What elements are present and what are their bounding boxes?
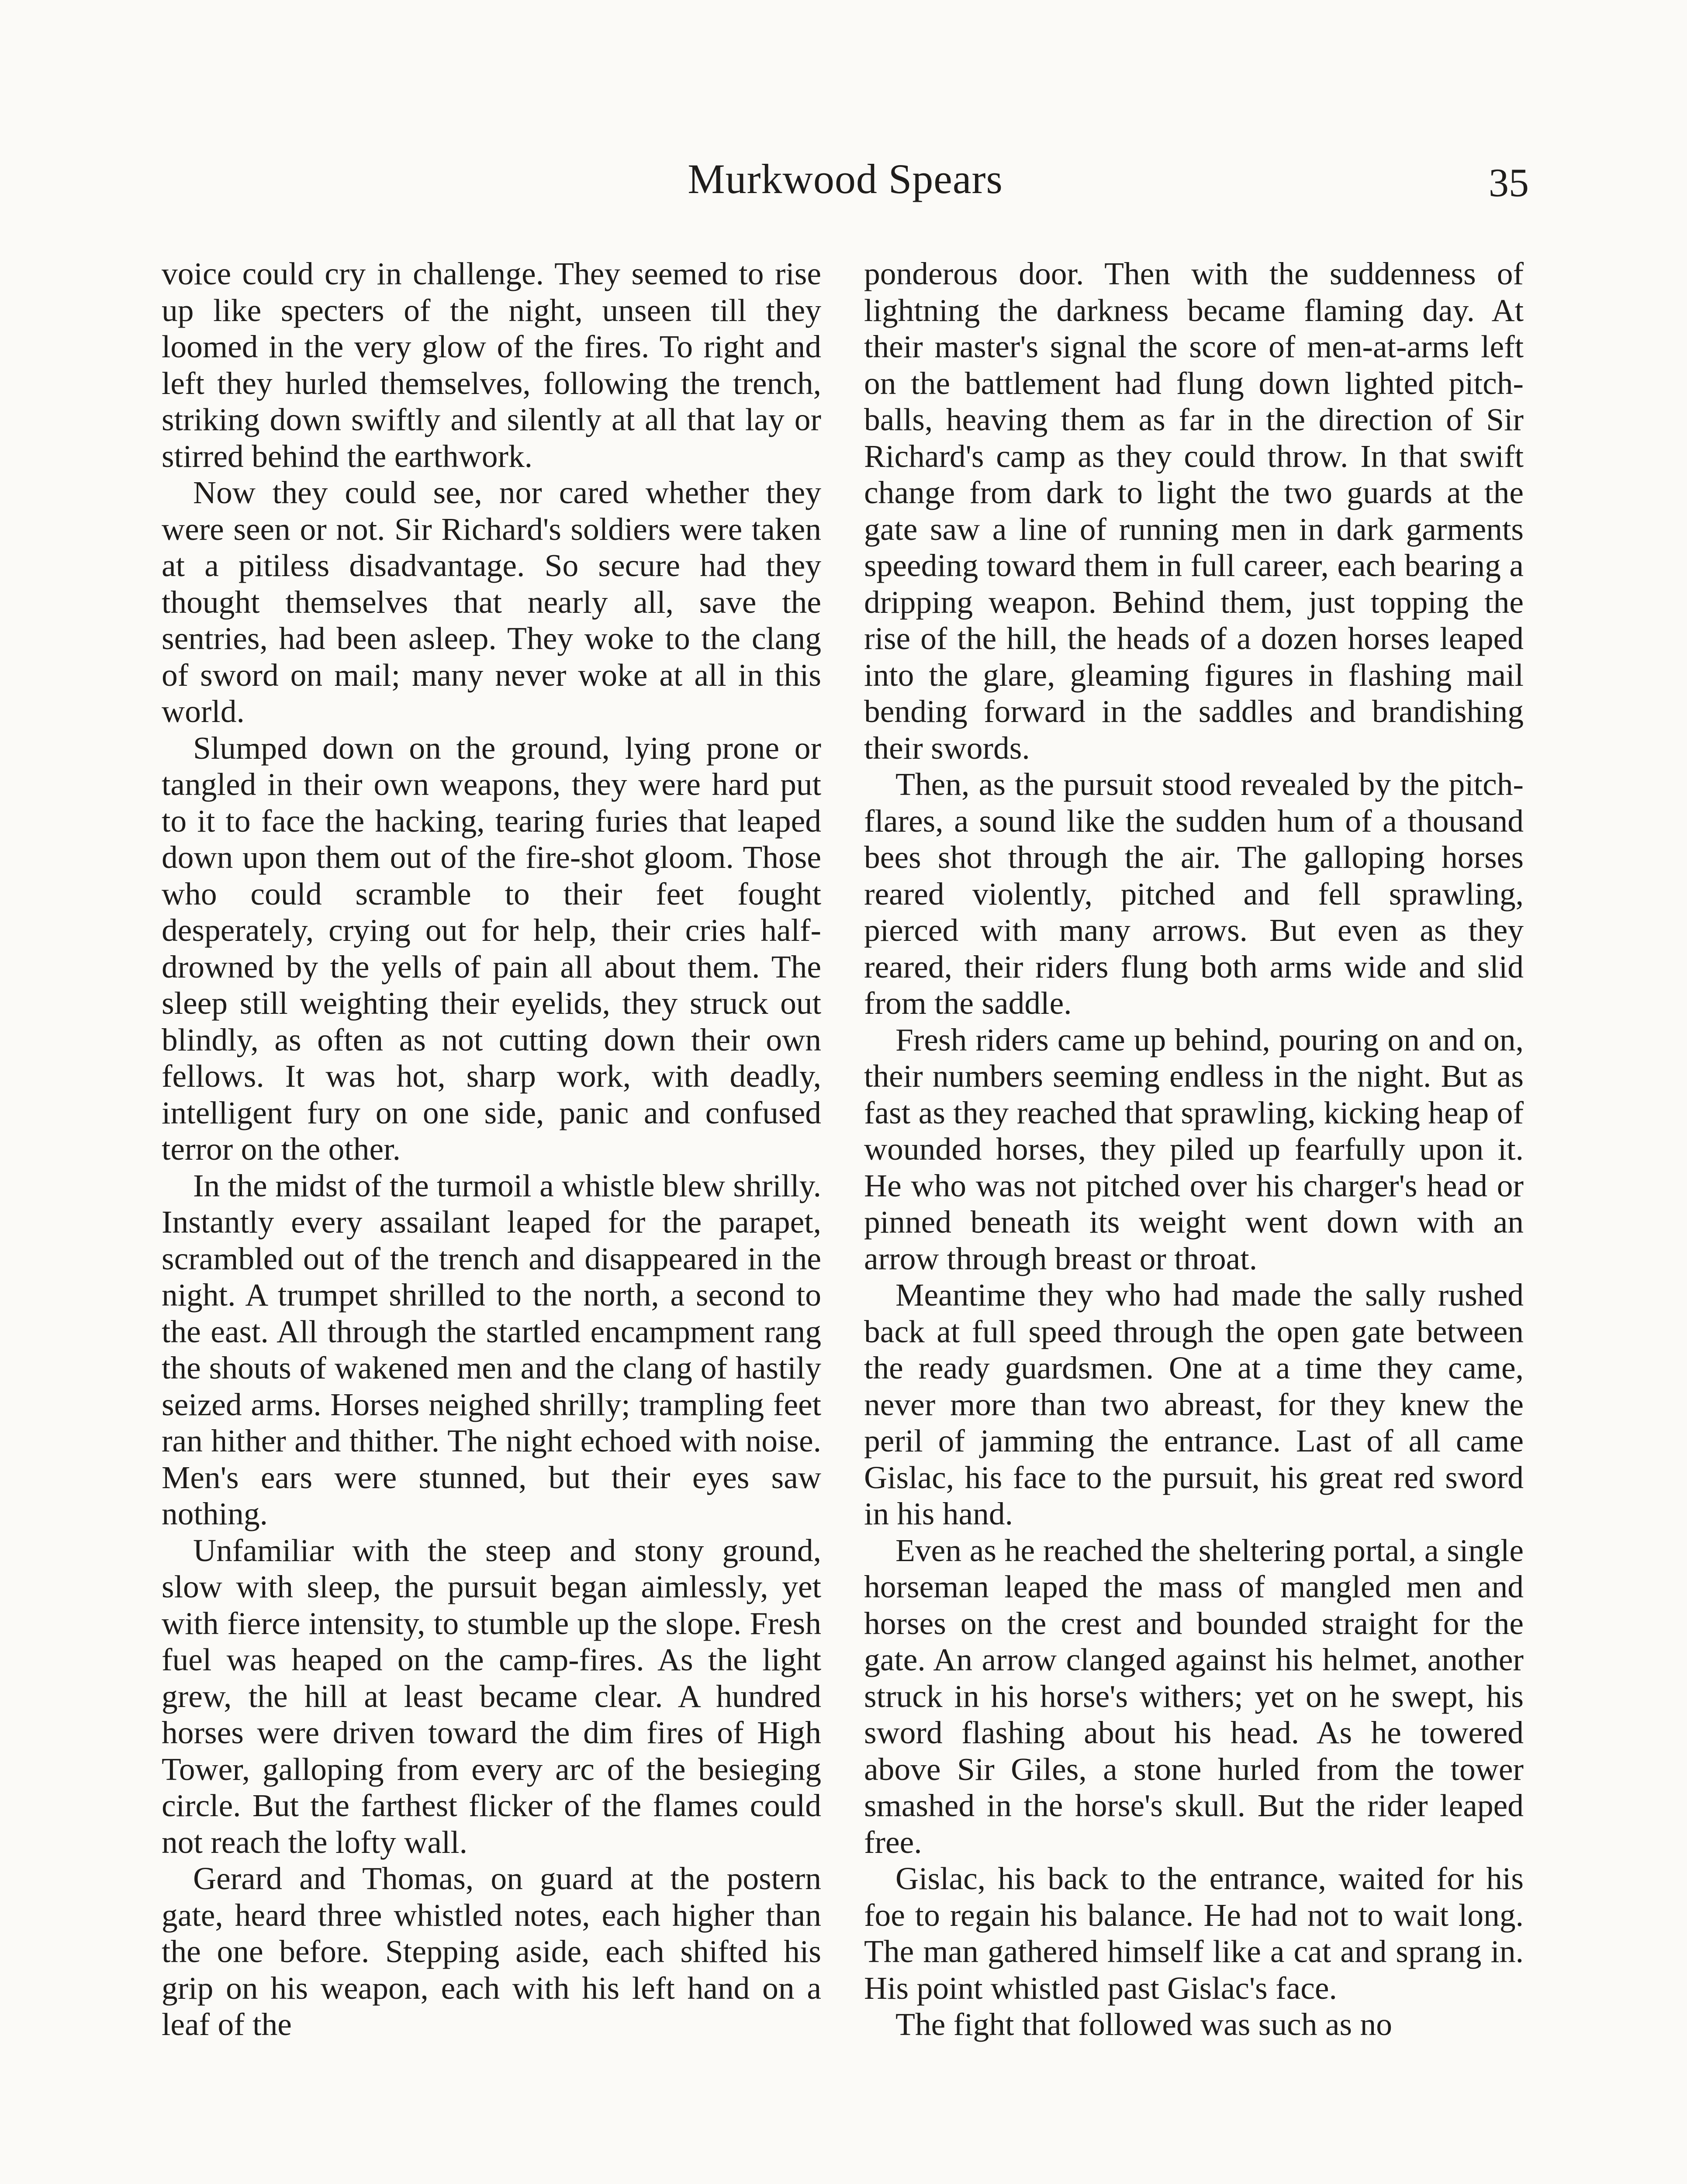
page-number: 35 xyxy=(1489,160,1529,205)
right-column xyxy=(864,256,1524,2043)
paragraph: ponderous door. Then with the suddenness of lightning the darkness became flaming day. At their master's signal the score of men-at-arms left on the battlement had flung down lighted pitch-balls, heaving them as far in the direction of Sir Richard's camp as they could throw. In that swift change from dark to light the two guards at the gate saw a line of running men in dark garments speeding toward them in full career, each bearing a dripping weapon. Behind them, just topping the rise of the hill, the heads of a dozen horses leaped into the glare, gleaming figures in flashing mail bending forward in the saddles and brandishing their swords. xyxy=(864,256,1524,766)
paragraph: Gislac, his back to the entrance, waited for his foe to regain his balance. He had not to wait long. The man gathered himself like a cat and sprang in. His point whistled past Gislac's face. xyxy=(864,1861,1524,2006)
paragraph: Gerard and Thomas, on guard at the postern gate, heard three whistled notes, each higher than the one before. Stepping aside, each shifted his grip on his weapon, each with his left hand on a leaf of the xyxy=(162,1861,821,2042)
paragraph: voice could cry in challenge. They seemed to rise up like specters of the night, unseen till they loomed in the very glow of the fires. To right and left they hurled themselves, following the trench, striking down swiftly and silently at all that lay or stirred behind the earthwork. xyxy=(162,256,821,474)
running-title: Murkwood Spears xyxy=(688,156,1003,202)
page-header xyxy=(162,153,1529,205)
paragraph: Then, as the pursuit stood revealed by the pitch-flares, a sound like the sudden hum of a thousand bees shot through the air. The galloping horses reared violently, pitched and fell sprawling, pierced with many arrows. But even as they reared, their riders flung both arms wide and slid from the saddle. xyxy=(864,767,1524,1021)
left-column xyxy=(162,256,821,2043)
paragraph: The fight that followed was such as no xyxy=(895,2007,1392,2042)
paragraph: Fresh riders came up behind, pouring on and on, their numbers seeming endless in the night. But as fast as they reached that sprawling, kicking heap of wounded horses, they piled up fearfully upon it. He who was not pitched over his charger's head or pinned beneath its weight went down with an arrow through breast or throat. xyxy=(864,1022,1524,1276)
paragraph: Slumped down on the ground, lying prone or tangled in their own weapons, they were hard put to it to face the hacking, tearing furies that leaped down upon them out of the fire-shot gloom. Those who could scramble to their feet fought desperately, crying out for help, their cries half-drowned by the yells of pain all about them. The sleep still weighting their eyelids, they struck out blindly, as often as not cutting down their own fellows. It was hot, sharp work, with deadly, intelligent fury on one side, panic and confused terror on the other. xyxy=(162,730,821,1167)
paragraph: Meantime they who had made the sally rushed back at full speed through the open gate between the ready guardsmen. One at a time they came, never more than two abreast, for they knew the peril of jamming the entrance. Last of all came Gislac, his face to the pursuit, his great red sword in his hand. xyxy=(864,1277,1524,1531)
paragraph: Now they could see, nor cared whether they were seen or not. Sir Richard's soldiers were taken at a pitiless disadvantage. So secure had they thought themselves that nearly all, save the sentries, had been asleep. They woke to the clang of sword on mail; many never woke at all in this world. xyxy=(162,475,821,729)
paragraph: Unfamiliar with the steep and stony ground, slow with sleep, the pursuit began aimlessly, yet with fierce intensity, to stumble up the slope. Fresh fuel was heaped on the camp-fires. As the light grew, the hill at least became clear. A hundred horses were driven toward the dim fires of High Tower, galloping from every arc of the besieging circle. But the farthest flicker of the flames could not reach the lofty wall. xyxy=(162,1532,821,1860)
paragraph: Even as he reached the sheltering portal, a single horseman leaped the mass of mangled men and horses on the crest and bounded straight for the gate. An arrow clanged against his helmet, another struck in his horse's withers; yet on he swept, his sword flashing about his head. As he towered above Sir Giles, a stone hurled from the tower smashed in the horse's skull. But the rider leaped free. xyxy=(864,1532,1524,1860)
paragraph: In the midst of the turmoil a whistle blew shrilly. Instantly every assailant leaped for the parapet, scrambled out of the trench and disappeared in the night. A trumpet shrilled to the north, a second to the east. All through the startled encampment rang the shouts of wakened men and the clang of hastily seized arms. Horses neighed shrilly; trampling feet ran hither and thither. The night echoed with noise. Men's ears were stunned, but their eyes saw nothing. xyxy=(162,1168,821,1531)
